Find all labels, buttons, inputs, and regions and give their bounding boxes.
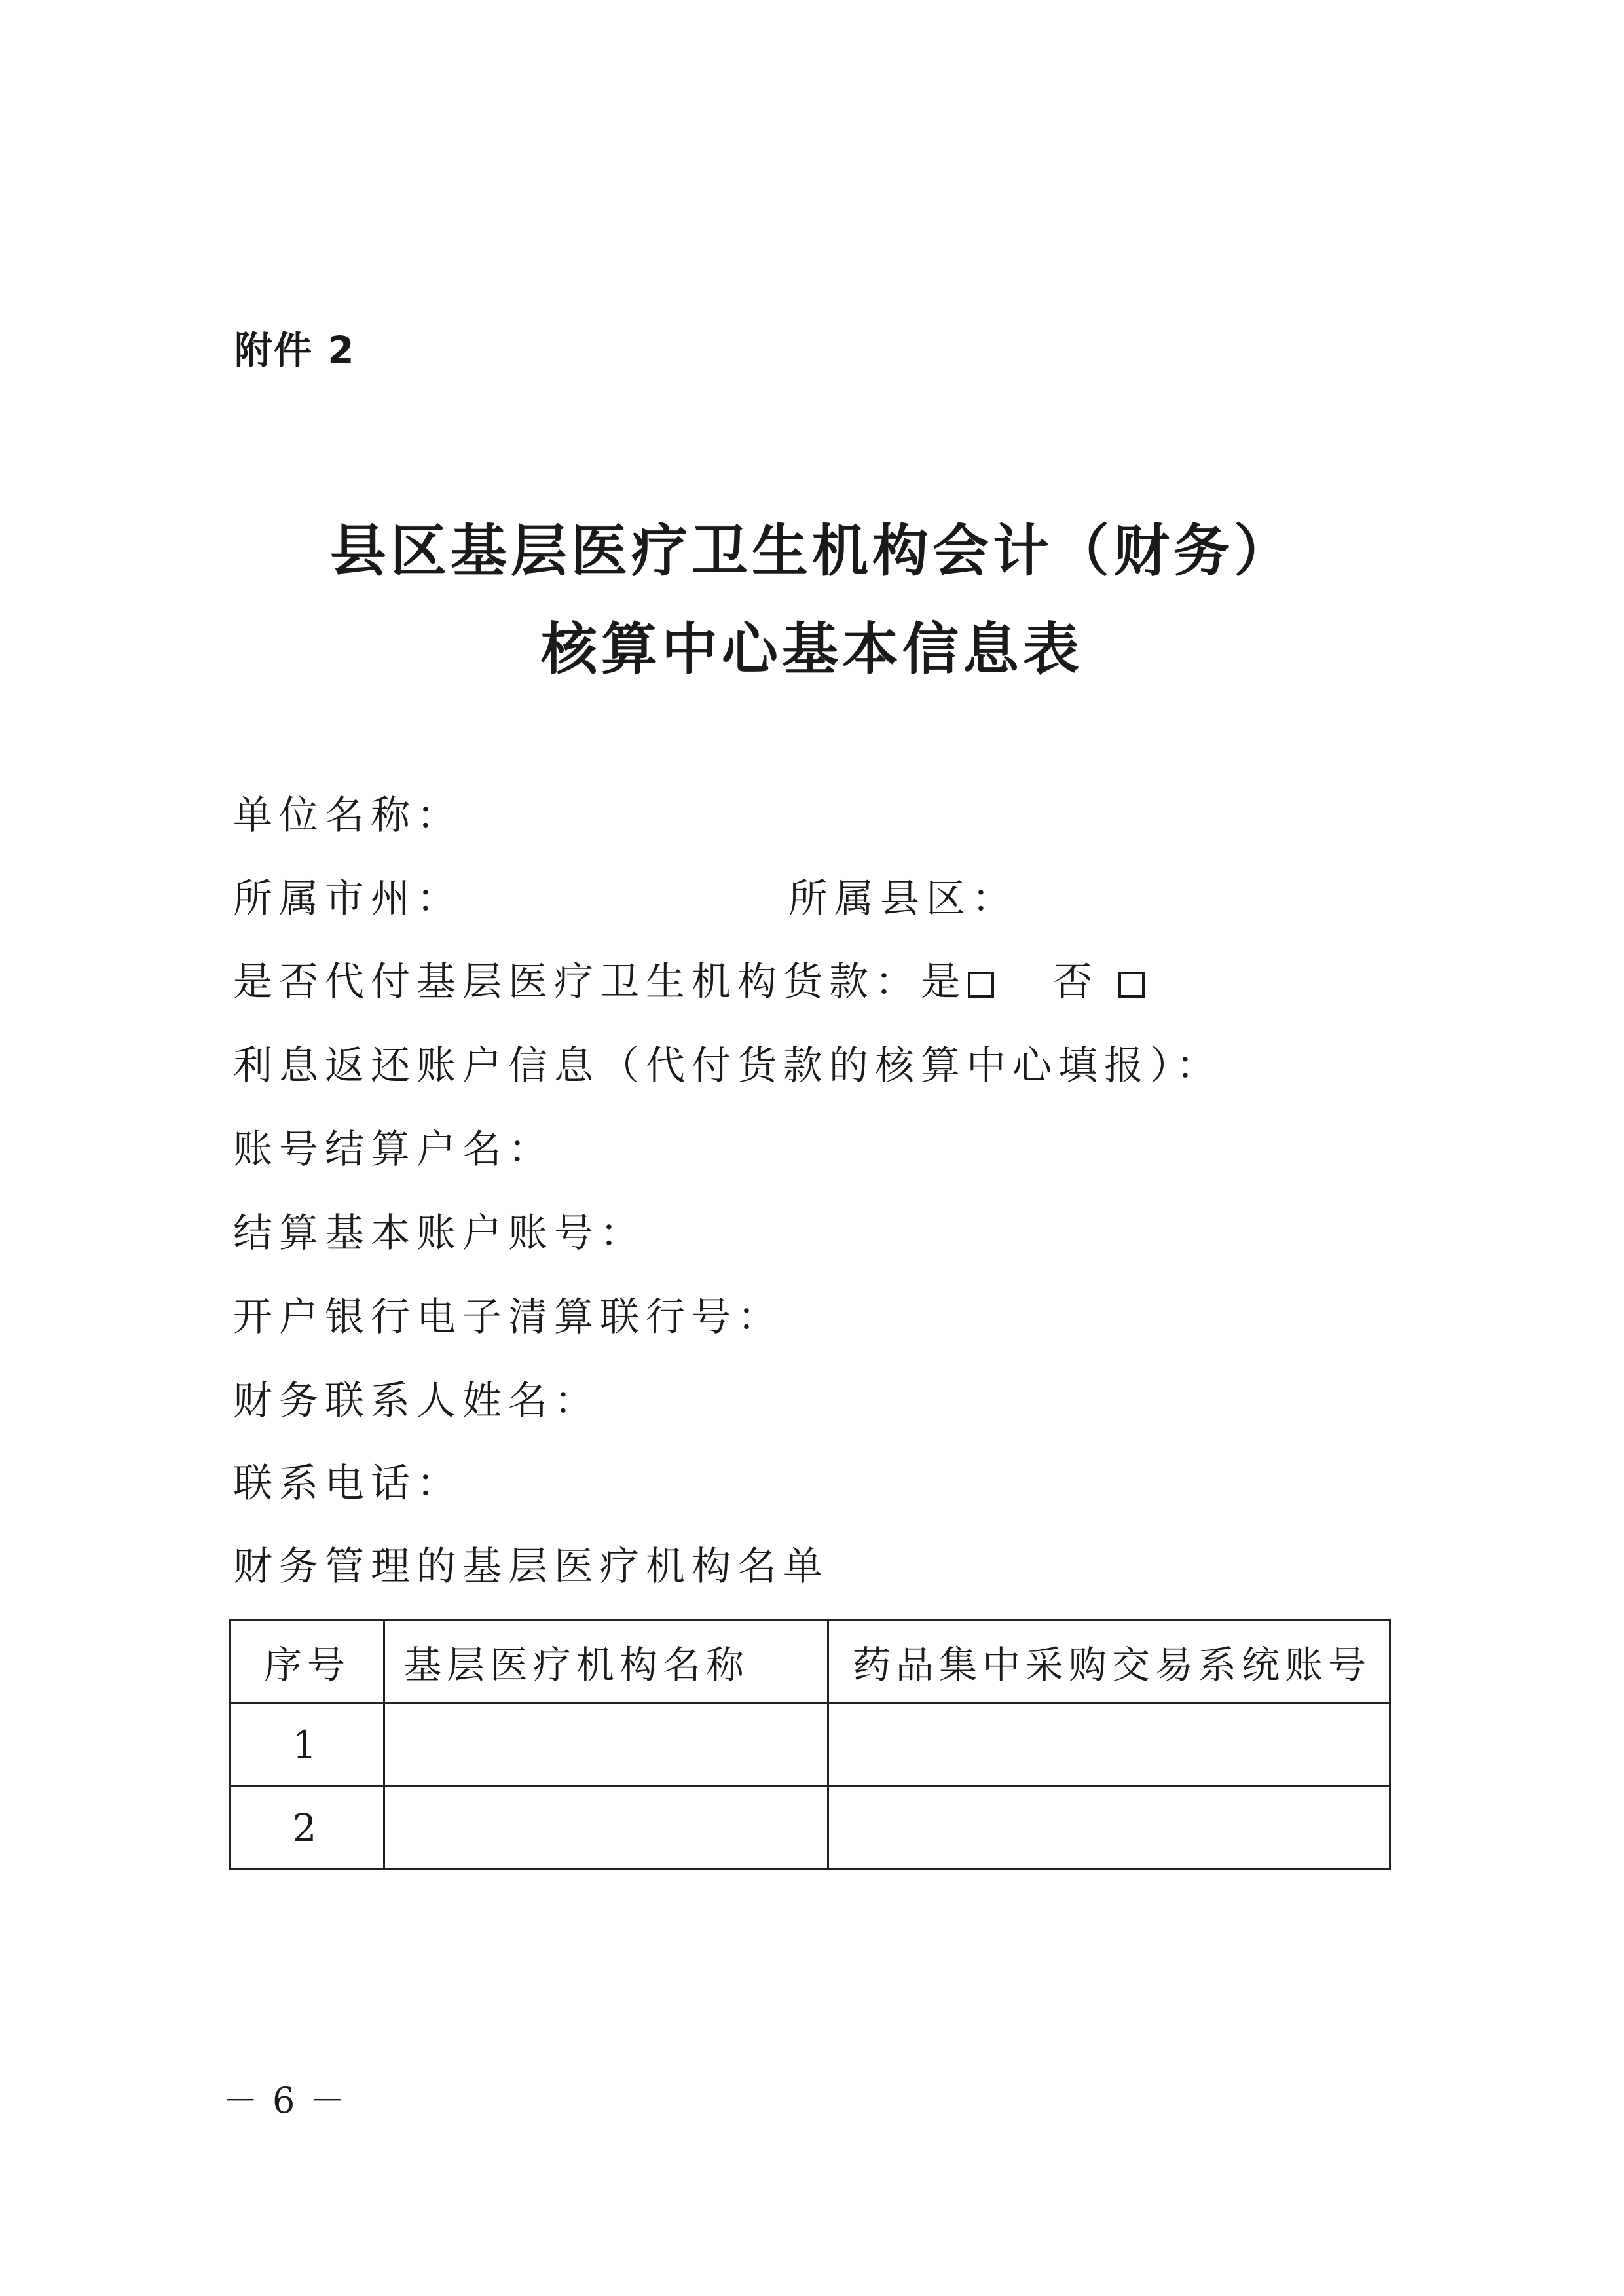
page-number: －6－ — [223, 2080, 360, 2121]
city-field: 所属市州： — [233, 876, 462, 922]
institution-name-cell[interactable] — [384, 1704, 828, 1787]
finance-contact-name-field: 财务联系人姓名： — [233, 1378, 600, 1424]
basic-account-number-field: 结算基本账户账号： — [233, 1211, 646, 1256]
institution-list-caption: 财务管理的基层医疗机构名单 — [233, 1544, 829, 1590]
attachment-label: 附件 2 — [234, 328, 356, 373]
account-name-field: 账号结算户名： — [233, 1127, 554, 1173]
document-title-line-1: 县区基层医疗卫生机构会计（财务） — [330, 518, 1294, 584]
loan-no-option — [1053, 951, 1145, 1007]
loan-no-label: 否 — [1053, 959, 1092, 1005]
institution-table — [229, 1619, 1391, 1870]
header-procurement-account: 药品集中采购交易系统账号 — [828, 1620, 1390, 1704]
interest-account-info-field: 利息返还账户信息（代付货款的核算中心填报）： — [233, 1043, 1222, 1089]
no-checkbox[interactable] — [1118, 972, 1145, 998]
header-institution-name: 基层医疗机构名称 — [384, 1620, 828, 1704]
row-serial: 2 — [231, 1787, 384, 1870]
contact-phone-field: 联系电话： — [233, 1461, 462, 1506]
document-title-line-2: 核算中心基本信息表 — [541, 616, 1083, 682]
procurement-account-cell[interactable] — [828, 1787, 1390, 1870]
row-serial: 1 — [231, 1704, 384, 1787]
institution-name-cell[interactable] — [384, 1787, 828, 1870]
unit-name-field: 单位名称： — [233, 793, 462, 839]
header-serial: 序号 — [231, 1620, 384, 1704]
loan-question-field — [233, 951, 994, 1007]
table-header-row — [231, 1620, 1390, 1704]
yes-checkbox[interactable] — [968, 972, 994, 998]
county-field: 所属县区： — [788, 876, 1018, 922]
bank-clearing-number-field: 开户银行电子清算联行号： — [233, 1294, 783, 1340]
table-row — [231, 1787, 1390, 1870]
procurement-account-cell[interactable] — [828, 1704, 1390, 1787]
loan-question-label: 是否代付基层医疗卫生机构货款：是 — [233, 959, 967, 1005]
table-row — [231, 1704, 1390, 1787]
